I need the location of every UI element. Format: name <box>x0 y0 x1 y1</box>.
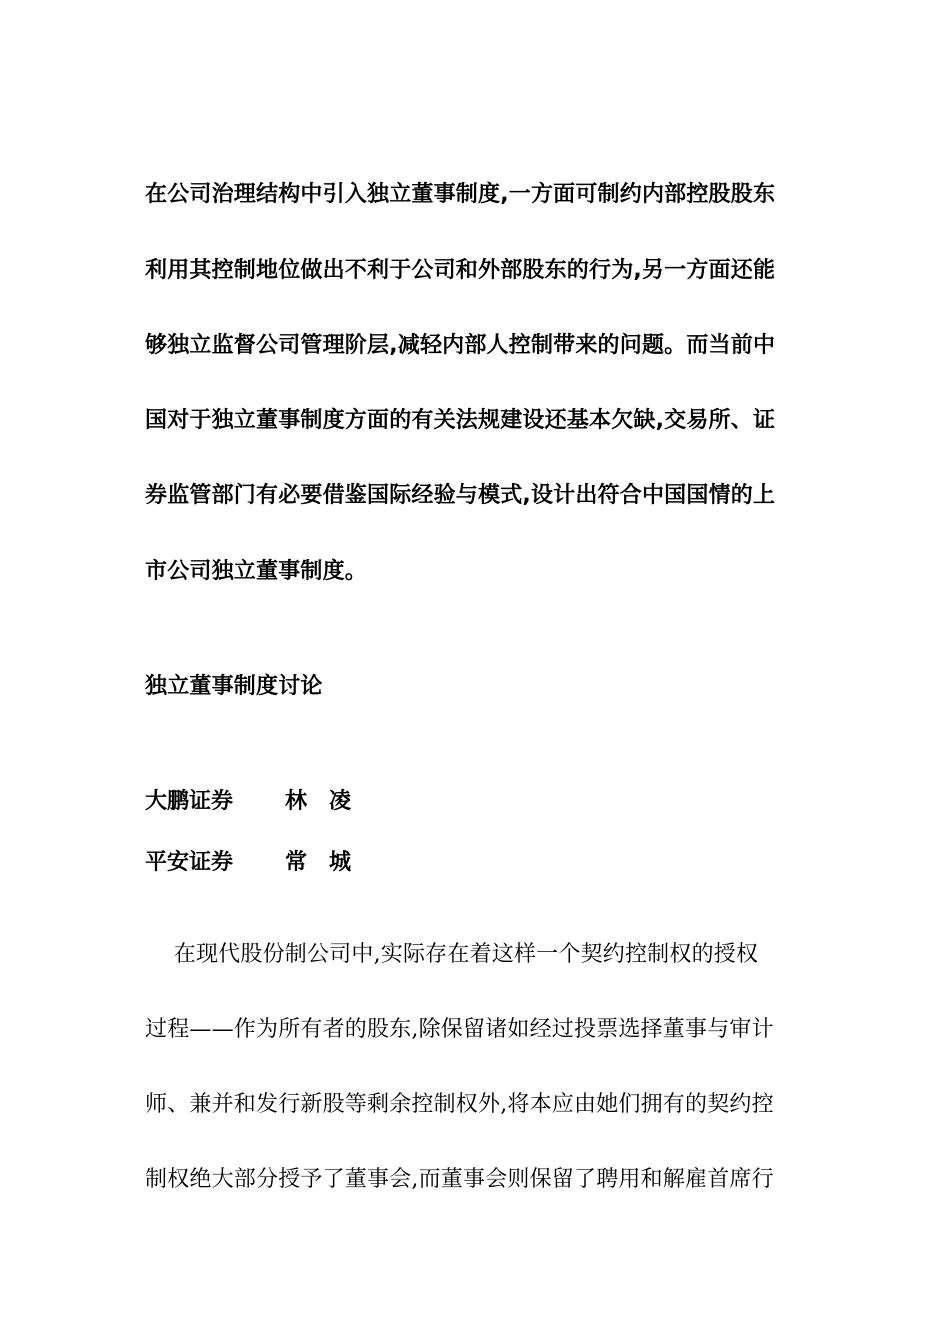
author-name: 常城 <box>285 850 374 875</box>
author-org: 大鹏证券 <box>145 789 234 814</box>
intro-paragraph-line: 在公司治理结构中引入独立董事制度,一方面可制约内部控股股东 <box>145 182 776 207</box>
intro-paragraph-line: 利用其控制地位做出不利于公司和外部股东的行为,另一方面还能 <box>145 258 776 283</box>
author-line <box>145 848 373 878</box>
article-title: 独立董事制度讨论 <box>145 674 323 699</box>
author-line <box>145 787 373 817</box>
author-name: 林凌 <box>285 789 374 814</box>
intro-paragraph-line: 国对于独立董事制度方面的有关法规建设还基本欠缺,交易所、证 <box>145 408 776 433</box>
intro-paragraph-line: 市公司独立董事制度。 <box>145 559 368 584</box>
body-paragraph-line: 制权绝大部分授予了董事会,而董事会则保留了聘用和解雇首席行 <box>145 1167 774 1192</box>
body-paragraph-line: 过程——作为所有者的股东,除保留诸如经过投票选择董事与审计 <box>145 1017 774 1042</box>
body-paragraph-line: 在现代股份制公司中,实际存在着这样一个契约控制权的授权 <box>145 942 759 967</box>
body-paragraph-line: 师、兼并和发行新股等剩余控制权外,将本应由她们拥有的契约控 <box>145 1092 774 1117</box>
author-org: 平安证券 <box>145 850 234 875</box>
intro-paragraph-line: 够独立监督公司管理阶层,减轻内部人控制带来的问题。而当前中 <box>145 333 776 358</box>
intro-paragraph-line: 券监管部门有必要借鉴国际经验与模式,设计出符合中国国情的上 <box>145 483 776 508</box>
